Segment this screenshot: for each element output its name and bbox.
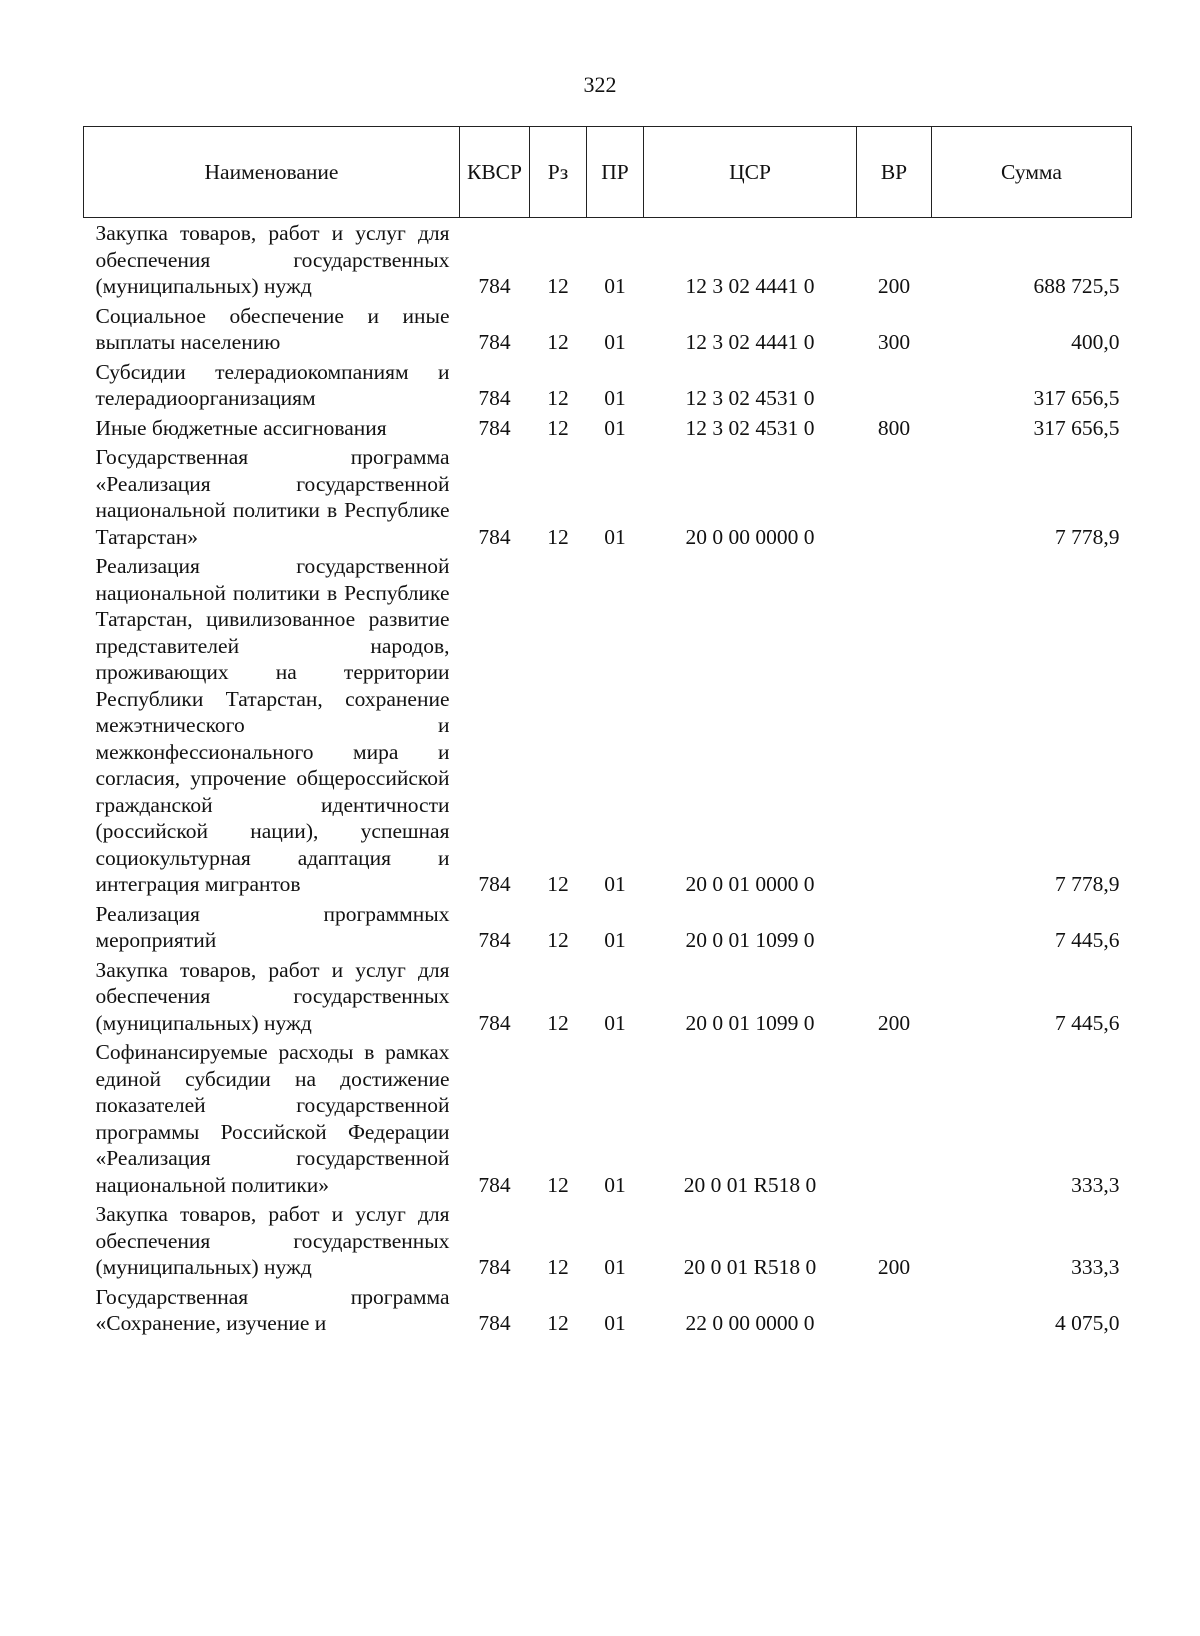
row-vr: 300 bbox=[877, 330, 911, 354]
header-pr: ПР bbox=[587, 127, 644, 218]
row-csr: 22 0 00 0000 0 bbox=[685, 1311, 815, 1335]
row-name: Закупка товаров, работ и услуг для обеспечения государственных (муниципальных) нужд bbox=[95, 1202, 450, 1279]
row-vr bbox=[857, 1037, 932, 1199]
table-row bbox=[84, 301, 1132, 357]
row-pr: 01 bbox=[604, 1311, 626, 1335]
row-pr: 01 bbox=[604, 1010, 626, 1035]
row-csr: 20 0 01 0000 0 bbox=[685, 872, 815, 896]
row-name: Закупка товаров, работ и услуг для обеспечения государственных (муниципальных) нужд bbox=[95, 957, 450, 1035]
row-name: Иные бюджетные ассигнования bbox=[95, 415, 387, 440]
row-csr: 12 3 02 4441 0 bbox=[685, 330, 815, 354]
row-name: Государственная программа «Реализация государственной национальной политики в Республике Татарстан» bbox=[95, 445, 450, 549]
row-kvsr: 784 bbox=[478, 524, 511, 549]
row-name: Реализация программных мероприятий bbox=[95, 901, 450, 952]
header-kvsr: КВСР bbox=[460, 127, 530, 218]
table-body bbox=[84, 218, 1132, 1338]
row-kvsr: 784 bbox=[478, 274, 511, 298]
row-sum: 7 445,6 bbox=[1055, 1010, 1120, 1035]
row-kvsr: 784 bbox=[478, 1311, 511, 1335]
row-kvsr: 784 bbox=[478, 330, 511, 354]
row-csr: 20 0 01 R518 0 bbox=[683, 1255, 817, 1279]
table-row bbox=[84, 551, 1132, 899]
row-sum: 333,3 bbox=[1071, 1172, 1120, 1197]
row-csr: 20 0 00 0000 0 bbox=[685, 524, 815, 549]
row-sum: 4 075,0 bbox=[1055, 1311, 1120, 1335]
row-pr: 01 bbox=[604, 415, 626, 440]
row-pr: 01 bbox=[604, 386, 626, 410]
row-rz: 12 bbox=[547, 274, 569, 298]
row-vr: 200 bbox=[877, 1010, 911, 1035]
row-vr: 800 bbox=[877, 415, 911, 440]
row-name: Социальное обеспечение и иные выплаты населению bbox=[95, 303, 450, 354]
row-csr: 20 0 01 1099 0 bbox=[685, 928, 815, 952]
row-pr: 01 bbox=[604, 1172, 626, 1197]
row-sum: 317 656,5 bbox=[1033, 415, 1120, 440]
row-kvsr: 784 bbox=[478, 872, 511, 896]
table-row bbox=[84, 442, 1132, 551]
row-name: Субсидии телерадиокомпаниям и телерадиоорганизациям bbox=[95, 359, 450, 410]
header-vr: ВР bbox=[857, 127, 932, 218]
header-rz: Рз bbox=[530, 127, 587, 218]
row-pr: 01 bbox=[604, 330, 626, 354]
header-sum: Сумма bbox=[932, 127, 1132, 218]
row-rz: 12 bbox=[547, 330, 569, 354]
row-rz: 12 bbox=[547, 1010, 569, 1035]
table-row bbox=[84, 899, 1132, 955]
row-sum: 7 445,6 bbox=[1055, 928, 1120, 952]
row-vr bbox=[857, 899, 932, 955]
row-csr: 12 3 02 4531 0 bbox=[685, 415, 815, 440]
budget-table bbox=[83, 126, 1132, 1338]
row-rz: 12 bbox=[547, 524, 569, 549]
row-pr: 01 bbox=[604, 274, 626, 298]
table-row bbox=[84, 357, 1132, 413]
row-vr bbox=[857, 442, 932, 551]
row-rz: 12 bbox=[547, 386, 569, 410]
row-vr: 200 bbox=[877, 1255, 911, 1279]
row-pr: 01 bbox=[604, 872, 626, 896]
row-name: Государственная программа «Сохранение, изучение и bbox=[95, 1284, 450, 1335]
row-kvsr: 784 bbox=[478, 1172, 511, 1197]
row-vr bbox=[857, 357, 932, 413]
row-rz: 12 bbox=[547, 415, 569, 440]
row-rz: 12 bbox=[547, 1311, 569, 1335]
header-csr: ЦСР bbox=[644, 127, 857, 218]
row-name: Закупка товаров, работ и услуг для обеспечения государственных (муниципальных) нужд bbox=[95, 221, 450, 298]
row-vr bbox=[857, 1282, 932, 1338]
row-sum: 7 778,9 bbox=[1055, 872, 1120, 896]
row-kvsr: 784 bbox=[478, 1010, 511, 1035]
row-vr: 200 bbox=[877, 274, 911, 298]
row-sum: 7 778,9 bbox=[1055, 524, 1120, 549]
row-rz: 12 bbox=[547, 1255, 569, 1279]
row-kvsr: 784 bbox=[478, 415, 511, 440]
row-sum: 333,3 bbox=[1071, 1255, 1120, 1279]
row-csr: 20 0 01 1099 0 bbox=[685, 1010, 815, 1035]
row-sum: 400,0 bbox=[1071, 330, 1120, 354]
header-name: Наименование bbox=[84, 127, 460, 218]
row-name: Софинансируемые расходы в рамках единой субсидии на достижение показателей государственной программы Российской Федерации «Реализация государственной национальной политики» bbox=[95, 1040, 450, 1197]
table-row bbox=[84, 955, 1132, 1038]
row-rz: 12 bbox=[547, 872, 569, 896]
row-kvsr: 784 bbox=[478, 928, 511, 952]
row-csr: 12 3 02 4441 0 bbox=[685, 274, 815, 298]
table-row bbox=[84, 1282, 1132, 1338]
row-csr: 12 3 02 4531 0 bbox=[685, 386, 815, 410]
page-number: 322 bbox=[583, 72, 617, 97]
table-header bbox=[84, 127, 1132, 218]
table-row bbox=[84, 1037, 1132, 1199]
row-name: Реализация государственной национальной политики в Республике Татарстан, цивилизованное развитие представителей народов, проживающих на территории Республики Татарстан, сохранение межэтнического и межконфессионального мира и согласия, упрочение общероссийской гражданской идентичности (российской нации), успешная социокультурная адаптация и интеграция мигрантов bbox=[95, 554, 450, 896]
table-row bbox=[84, 1199, 1132, 1282]
table-row bbox=[84, 413, 1132, 443]
row-csr: 20 0 01 R518 0 bbox=[683, 1172, 817, 1197]
row-pr: 01 bbox=[604, 524, 626, 549]
row-kvsr: 784 bbox=[478, 1255, 511, 1279]
row-kvsr: 784 bbox=[478, 386, 511, 410]
table-row bbox=[84, 218, 1132, 301]
row-vr bbox=[857, 551, 932, 899]
row-pr: 01 bbox=[604, 928, 626, 952]
row-pr: 01 bbox=[604, 1255, 626, 1279]
row-rz: 12 bbox=[547, 1172, 569, 1197]
row-sum: 317 656,5 bbox=[1033, 386, 1120, 410]
row-rz: 12 bbox=[547, 928, 569, 952]
row-sum: 688 725,5 bbox=[1033, 274, 1120, 298]
